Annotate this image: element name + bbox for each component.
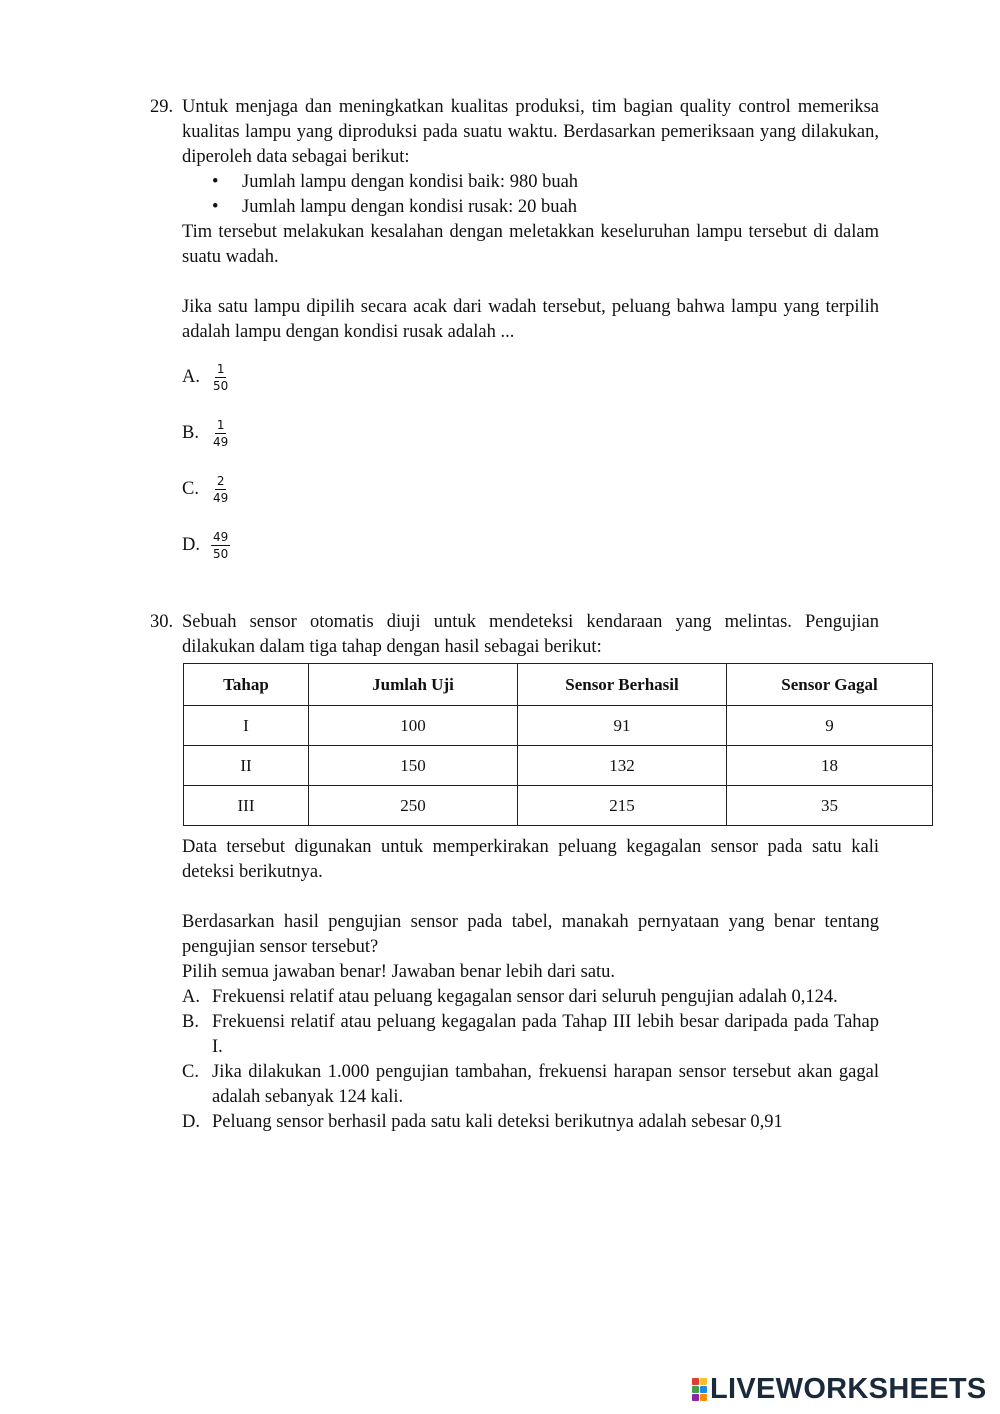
table-cell: II (184, 746, 309, 786)
option-letter: B. (182, 1012, 199, 1032)
option-a[interactable] (182, 985, 879, 1010)
table-cell: 215 (518, 786, 727, 826)
question-intro: Untuk menjaga dan meningkatkan kualitas produksi, tim bagian quality control memeriksa kualitas lampu yang diproduksi pada suatu waktu. Berdasarkan pemeriksaan yang dilakukan, diperoleh data sebagai berikut: (182, 97, 879, 167)
table-cell: 100 (309, 706, 518, 746)
option-letter: C. (182, 478, 199, 499)
column-header: Jumlah Uji (309, 664, 518, 706)
option-b[interactable] (182, 405, 879, 461)
after-table-text: Data tersebut digunakan untuk memperkirakan peluang kegagalan sensor pada satu kali deteksi berikutnya. (182, 837, 879, 882)
option-letter: D. (182, 534, 200, 555)
option-text: Frekuensi relatif atau peluang kegagalan sensor dari seluruh pengujian adalah 0,124. (212, 987, 838, 1007)
option-text: Jika dilakukan 1.000 pengujian tambahan, frekuensi harapan sensor tersebut akan gagal adalah sebanyak 124 kali. (212, 1062, 879, 1107)
table-cell: 250 (309, 786, 518, 826)
option-d[interactable] (182, 517, 879, 573)
table-row (184, 706, 933, 746)
question-30-body (150, 835, 879, 1135)
table-row (184, 746, 933, 786)
answer-list (182, 985, 879, 1135)
option-letter: C. (182, 1062, 199, 1082)
table-header-row (184, 664, 933, 706)
question-number: 30. (150, 612, 174, 632)
question-note: Tim tersebut melakukan kesalahan dengan meletakkan keseluruhan lampu tersebut di dalam suatu wadah. (182, 222, 879, 267)
table-cell: III (184, 786, 309, 826)
table-cell: 18 (727, 746, 933, 786)
table-cell: I (184, 706, 309, 746)
option-letter: B. (182, 422, 199, 443)
option-letter: A. (182, 366, 200, 387)
fraction: $\frac{49}{50}$ (213, 529, 229, 561)
column-header: Sensor Berhasil (518, 664, 727, 706)
option-d[interactable] (182, 1110, 879, 1135)
instruction-text: Pilih semua jawaban benar! Jawaban benar lebih dari satu. (182, 962, 616, 982)
question-number: 29. (150, 97, 174, 117)
logo-text: LIVEWORKSHEETS (710, 1373, 987, 1405)
fraction: $\frac{2}{49}$ (213, 473, 229, 505)
option-letter: A. (182, 987, 200, 1007)
liveworksheets-logo (692, 1374, 987, 1404)
column-header: Tahap (184, 664, 309, 706)
question-29 (150, 95, 879, 573)
table-cell: 35 (727, 786, 933, 826)
table-cell: 9 (727, 706, 933, 746)
table-cell: 91 (518, 706, 727, 746)
table-cell: 132 (518, 746, 727, 786)
sensor-table (183, 663, 933, 826)
question-text: Jika satu lampu dipilih secara acak dari wadah tersebut, peluang bahwa lampu yang terpilih adalah lampu dengan kondisi rusak adalah ... (182, 297, 879, 342)
fraction: $\frac{1}{50}$ (213, 361, 229, 393)
option-c[interactable] (182, 1060, 879, 1110)
bullet-icon: • (212, 197, 219, 217)
table-cell: 150 (309, 746, 518, 786)
question-text: Berdasarkan hasil pengujian sensor pada tabel, manakah pernyataan yang benar tentang pengujian sensor tersebut? (182, 912, 879, 957)
fraction: $\frac{1}{49}$ (213, 417, 229, 449)
bullet-item: • Jumlah lampu dengan kondisi baik: 980 buah (210, 170, 879, 195)
option-b[interactable] (182, 1010, 879, 1060)
question-intro: Sebuah sensor otomatis diuji untuk mendeteksi kendaraan yang melintas. Pengujian dilakukan dalam tiga tahap dengan hasil sebagai berikut: (182, 612, 879, 657)
bullet-item: • Jumlah lampu dengan kondisi rusak: 20 buah (210, 195, 879, 220)
option-text: Peluang sensor berhasil pada satu kali deteksi berikutnya adalah sebesar 0,91 (212, 1112, 783, 1132)
option-letter: D. (182, 1112, 200, 1132)
option-a[interactable] (182, 349, 879, 405)
question-30 (150, 610, 879, 660)
option-text: Frekuensi relatif atau peluang kegagalan pada Tahap III lebih besar daripada pada Tahap I. (212, 1012, 879, 1057)
option-c[interactable] (182, 461, 879, 517)
column-header: Sensor Gagal (727, 664, 933, 706)
bullet-icon: • (212, 172, 219, 192)
bullet-list (182, 170, 879, 220)
logo-icon (692, 1378, 707, 1401)
table-row (184, 786, 933, 826)
